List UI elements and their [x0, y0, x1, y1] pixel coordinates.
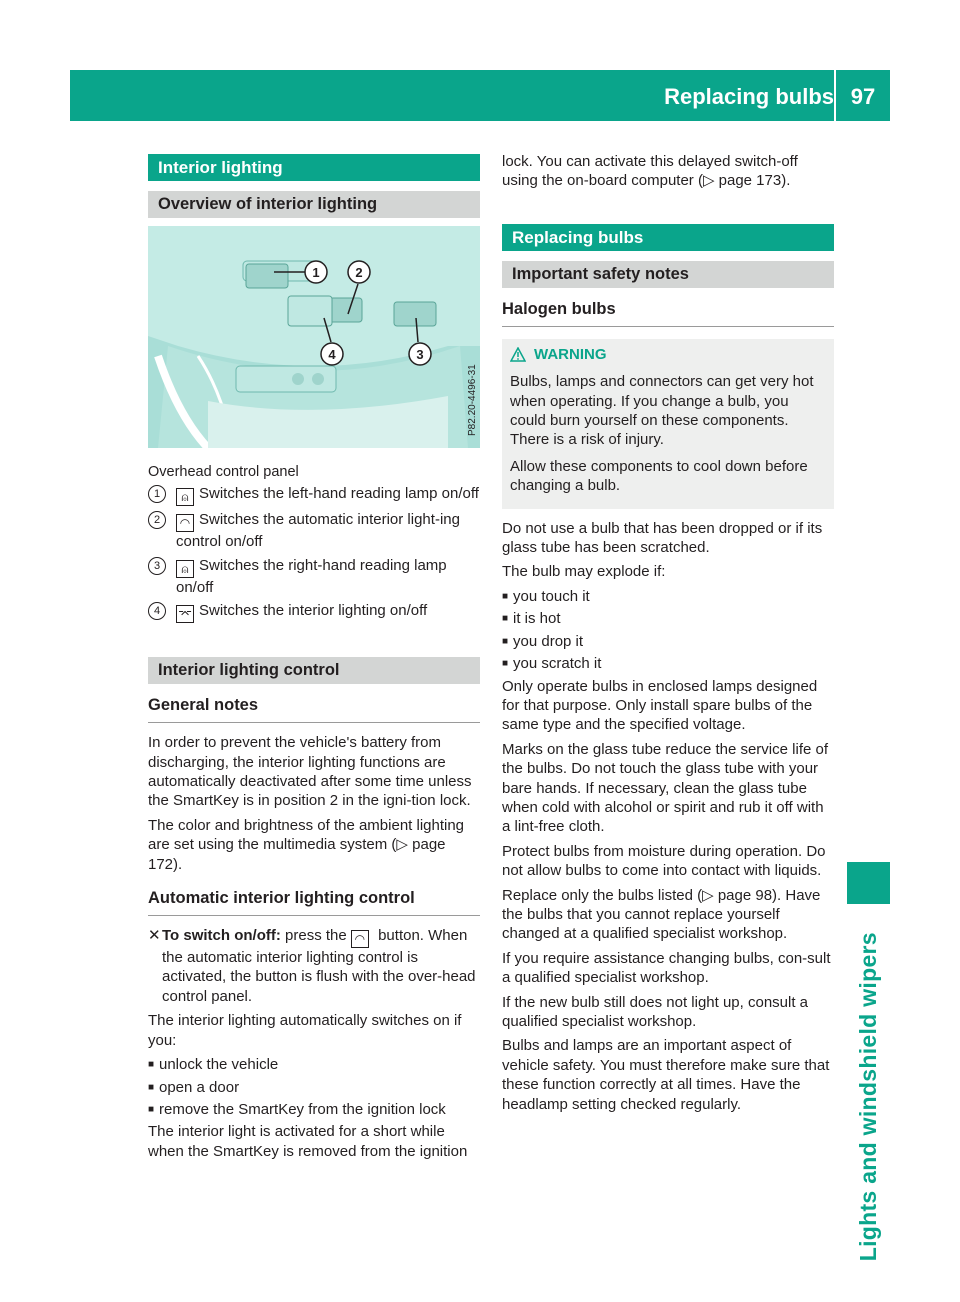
- bullet-icon: ■: [148, 1103, 155, 1115]
- paragraph: Only operate bulbs in enclosed lamps designed for that purpose. Only install spare bulbs of the same type and the specified voltage.: [502, 677, 818, 734]
- warning-box: [502, 339, 834, 509]
- legend-item: [148, 556, 480, 597]
- overhead-panel-figure: [148, 226, 480, 448]
- left-column: [148, 154, 480, 1166]
- reading-lamp-icon: ⍝: [176, 560, 194, 578]
- chapter-label: Lights and windshield wipers: [855, 932, 882, 1262]
- heading-general-notes: General notes: [148, 694, 480, 723]
- figure-callout-1: [305, 261, 327, 283]
- warning-text: Allow these components to cool down before changing a bulb.: [510, 457, 808, 495]
- legend-text: Switches the interior lighting on/off: [199, 602, 428, 620]
- header-title: Replacing bulbs: [664, 84, 834, 109]
- interior-light-icon: ⌤: [176, 605, 194, 623]
- legend-number: 2: [148, 511, 166, 529]
- list-item: ■ it is hot: [502, 610, 561, 628]
- legend-number: 4: [148, 602, 166, 620]
- bullet-icon: ■: [502, 635, 509, 647]
- paragraph: Marks on the glass tube reduce the service life of the bulbs. Do not touch the glass tube with your bare hands. If necessary, clean the glass tube when cold with alcohol or spirit and rub it off with a lint-free cloth.: [502, 740, 829, 836]
- paragraph: The interior lighting automatically switches on if you:: [148, 1012, 462, 1049]
- legend-text: Switches the left-hand reading lamp on/off: [199, 485, 479, 503]
- paragraph: The interior light is activated for a short while when the SmartKey is removed from the ignition: [148, 1123, 468, 1160]
- list-item: ■ you scratch it: [502, 655, 602, 673]
- paragraph: If the new bulb still does not light up, consult a qualified specialist workshop.: [502, 993, 809, 1030]
- paragraph: lock. You can activate this delayed switch-off using the on-board computer (▷ page 173).: [502, 153, 798, 190]
- section-title-interior-lighting: Interior lighting: [148, 154, 480, 181]
- legend-item: [148, 601, 480, 623]
- figure-caption: Overhead control panel: [148, 464, 299, 480]
- list-item: ■ remove the SmartKey from the ignition lock: [148, 1100, 446, 1118]
- heading-automatic-control: Automatic interior lighting control: [148, 887, 480, 916]
- action-label: To switch on/off:: [162, 927, 281, 945]
- warning-text: Bulbs, lamps and connectors can get very hot when operating. If you change a bulb, you could burn yourself on these components. There is a risk of injury.: [510, 373, 814, 449]
- list-item: ■ you touch it: [502, 587, 590, 605]
- heading-halogen-bulbs: Halogen bulbs: [502, 298, 834, 327]
- legend-text: Switches the right-hand reading lamp on/off: [176, 556, 447, 596]
- figure-callout-3: [409, 343, 431, 365]
- right-column: [502, 152, 834, 1119]
- paragraph: If you require assistance changing bulbs, con-sult a qualified specialist workshop.: [502, 949, 831, 987]
- bullet-icon: ■: [148, 1081, 155, 1093]
- page-number: 97: [850, 84, 876, 109]
- legend-item: [148, 484, 480, 506]
- paragraph: Do not use a bulb that has been dropped or if its glass tube has been scratched.: [502, 519, 823, 557]
- section-title-replacing-bulbs: Replacing bulbs: [502, 224, 834, 251]
- action-arrow-icon: ✕: [148, 927, 161, 945]
- warning-title: WARNING: [534, 345, 607, 363]
- action-step: [148, 926, 480, 1006]
- subsection-title-safety: Important safety notes: [502, 261, 834, 288]
- figure-callout-4: [321, 343, 343, 365]
- bullet-icon: ■: [502, 590, 509, 602]
- svg-text:1: 1: [312, 265, 320, 280]
- action-text-a: press the: [285, 927, 347, 945]
- figure-code: P82.20-4496-31: [467, 364, 478, 436]
- reading-lamp-icon: ⍝: [176, 488, 194, 506]
- warning-icon: [510, 347, 526, 362]
- legend-item: [148, 510, 480, 551]
- paragraph: In order to prevent the vehicle's battery from discharging, the interior lighting functions are automatically deactivated after some time unless the SmartKey is in position 2 in the igni-tion lock.: [148, 734, 472, 810]
- figure-callout-2: [348, 261, 370, 283]
- svg-text:3: 3: [416, 347, 424, 362]
- paragraph: Bulbs and lamps are an important aspect of vehicle safety. You must therefore make sure that these function correctly at all times. Have the headlamp setting checked regularly.: [502, 1037, 830, 1113]
- bullet-icon: ■: [502, 613, 509, 625]
- automatic-lighting-icon: ◠: [176, 514, 194, 532]
- legend-text: Switches the automatic interior light-ing control on/off: [176, 511, 460, 551]
- paragraph: The bulb may explode if:: [502, 563, 666, 581]
- paragraph: Protect bulbs from moisture during operation. Do not allow bulbs to come into contact with liquids.: [502, 842, 826, 880]
- svg-text:4: 4: [328, 347, 336, 362]
- bullet-icon: ■: [148, 1059, 155, 1071]
- list-item: ■ you drop it: [502, 632, 584, 650]
- list-item: ■ unlock the vehicle: [148, 1056, 279, 1074]
- chapter-tab: [847, 862, 890, 904]
- svg-text:2: 2: [355, 265, 363, 280]
- bullet-icon: ■: [502, 658, 509, 670]
- subsection-title-control: Interior lighting control: [148, 657, 480, 684]
- paragraph: Replace only the bulbs listed (▷ page 98). Have the bulbs that you cannot replace yourself changed at a qualified specialist workshop.: [502, 886, 821, 943]
- legend-number: 3: [148, 557, 166, 575]
- overhead-panel-illustration: [148, 226, 480, 448]
- action-text-b: button. When the automatic interior lighting control is activated, the button is flush with the over-head control panel.: [162, 927, 476, 1005]
- list-item: ■ open a door: [148, 1078, 240, 1096]
- legend-number: 1: [148, 485, 166, 503]
- automatic-lighting-icon: ◠: [351, 930, 369, 948]
- subsection-title-overview: Overview of interior lighting: [148, 191, 480, 218]
- paragraph: The color and brightness of the ambient lighting are set using the multimedia system (▷ page 172).: [148, 816, 465, 873]
